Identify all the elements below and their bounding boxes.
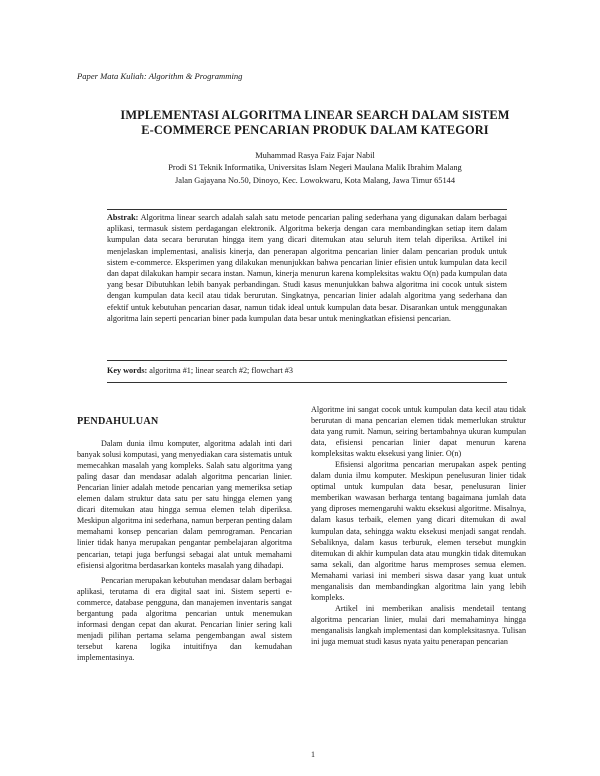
abstract	[107, 212, 507, 324]
right-column	[311, 404, 526, 647]
keywords	[107, 366, 507, 375]
abstract-label: Abstrak:	[107, 213, 139, 222]
abstract-top-rule	[107, 209, 507, 210]
keywords-text: algoritma #1; linear search #2; flowchart #3	[149, 366, 293, 375]
abstract-text: Algoritma linear search adalah salah satu metode pencarian paling sederhana yang digunakan dalam berbagai aplikasi, termasuk sistem perdagangan elektronik. Algoritma bekerja dengan cara membandingkan setiap item dalam kumpulan data secara berurutan hingga item yang dicari ditemukan atau seluruh item telah diperiksa. Artikel ini menjelaskan implementasi, analisis kinerja, dan penerapan algoritma pencarian linier dalam pencarian produk untuk sistem e-commerce. Eksperimen yang dilakukan menunjukkan bahwa pencarian linier efisien untuk kumpulan data kecil dan dapat dilakukan hampir secara instan. Namun, kinerja menurun karena kompleksitas waktu O(n) pada kumpulan data yang besar Dibutuhkan lebih banyak perbandingan. Studi kasus menunjukkan bahwa algoritma ini cocok untuk sistem dengan kumpulan data kecil atau tidak berurutan. Singkatnya, pencarian linier adalah algoritma yang sederhana dan efektif untuk kebutuhan pencarian dasar, namun tidak ideal untuk kumpulan data besar. Disarankan untuk menggunakan algoritma lain seperti pencarian biner pada kumpulan data besar untuk meningkatkan efisiensi pencarian.	[107, 213, 507, 323]
keywords-label: Key words:	[107, 366, 148, 375]
running-head: Paper Mata Kuliah: Algorithm & Programming	[77, 71, 243, 81]
left-column	[77, 416, 292, 663]
body-paragraph: Artikel ini memberikan analisis mendetail tentang algoritma pencarian linier, mulai dari memahaminya hingga menganalisis langkah implementasi dan kompleksitasnya. Tulisan ini juga memuat studi kasus nyata yaitu penerapan pencarian	[311, 603, 526, 646]
page-number: 1	[311, 750, 315, 759]
paper-title	[95, 108, 535, 138]
body-paragraph: Algoritme ini sangat cocok untuk kumpulan data kecil atau tidak berurutan di mana pencarian elemen tidak memerlukan struktur data yang rumit. Namun, seiring bertambahnya ukuran kumpulan data, efisiensi pencarian linier dapat menurun karena kompleksitas waktu eksekusi yang linier. O(n)	[311, 405, 526, 459]
author-name: Muhammad Rasya Faiz Fajar Nabil	[255, 151, 375, 160]
body-paragraph: Dalam dunia ilmu komputer, algoritma adalah inti dari banyak solusi komputasi, yang menyediakan cara sistematis untuk memecahkan masalah yang kompleks. Salah satu algoritma yang paling dasar dan mendasar adalah algoritma pencarian linier. Pencarian linier adalah metode pencarian yang memeriksa setiap elemen dalam struktur data satu per satu hingga elemen yang dicari ditemukan atau hingga semua elemen telah diperiksa. Meskipun algoritma ini sederhana, namun berperan penting dalam memahami konsep pencarian dalam pemrograman. Pencarian linier tidak hanya merupakan pengantar pembelajaran algoritma pencarian, tetapi juga berfungsi sebagai alat untuk memahami efisiensi algoritma berdasarkan konteks masalah yang dihadapi.	[77, 439, 292, 570]
abstract-bottom-rule	[107, 360, 507, 361]
title-line-1: IMPLEMENTASI ALGORITMA LINEAR SEARCH DALAM SISTEM	[120, 108, 510, 122]
author-block	[95, 150, 535, 187]
section-title: PENDAHULUAN	[77, 416, 159, 427]
keywords-bottom-rule	[107, 382, 507, 383]
author-affiliation: Prodi S1 Teknik Informatika, Universitas Islam Negeri Maulana Malik Ibrahim Malang	[168, 163, 462, 173]
title-line-2: E-COMMERCE PENCARIAN PRODUK DALAM KATEGORI	[141, 123, 489, 137]
body-paragraph: Efisiensi algoritma pencarian merupakan aspek penting dalam dunia ilmu komputer. Meskipun penelusuran linier tidak optimal untuk kumpulan data besar, penelusuran linier memberikan wawasan berharga tentang bagaimana jumlah data yang diproses memengaruhi waktu eksekusi algoritme. Misalnya, dalam kasus terbaik, elemen yang dicari ditemukan di awal kumpulan data, sehingga waktu eksekusi menjadi sangat rendah. Sebaliknya, dalam kasus terburuk, elemen tersebut mungkin ditemukan di akhir kumpulan data atau mungkin tidak ditemukan sama sekali, dan algoritme harus memproses semua elemen. Memahami variasi ini memberi siswa dasar yang kuat untuk menganalisis dan membandingkan algoritma lain yang lebih kompleks.	[311, 460, 526, 602]
author-address: Jalan Gajayana No.50, Dinoyo, Kec. Lowokwaru, Kota Malang, Jawa Timur 65144	[174, 175, 456, 185]
body-paragraph: Pencarian merupakan kebutuhan mendasar dalam berbagai aplikasi, terutama di era digital saat ini. Sistem seperti e-commerce, database pengguna, dan manajemen inventaris sangat bergantung pada algoritma pencarian untuk menemukan informasi dengan cepat dan akurat. Pencarian linier sering kali menjadi pilihan pertama selama pengembangan awal sistem tersebut karena logika intuitifnya dan kemudahan implementasinya.	[77, 575, 292, 662]
